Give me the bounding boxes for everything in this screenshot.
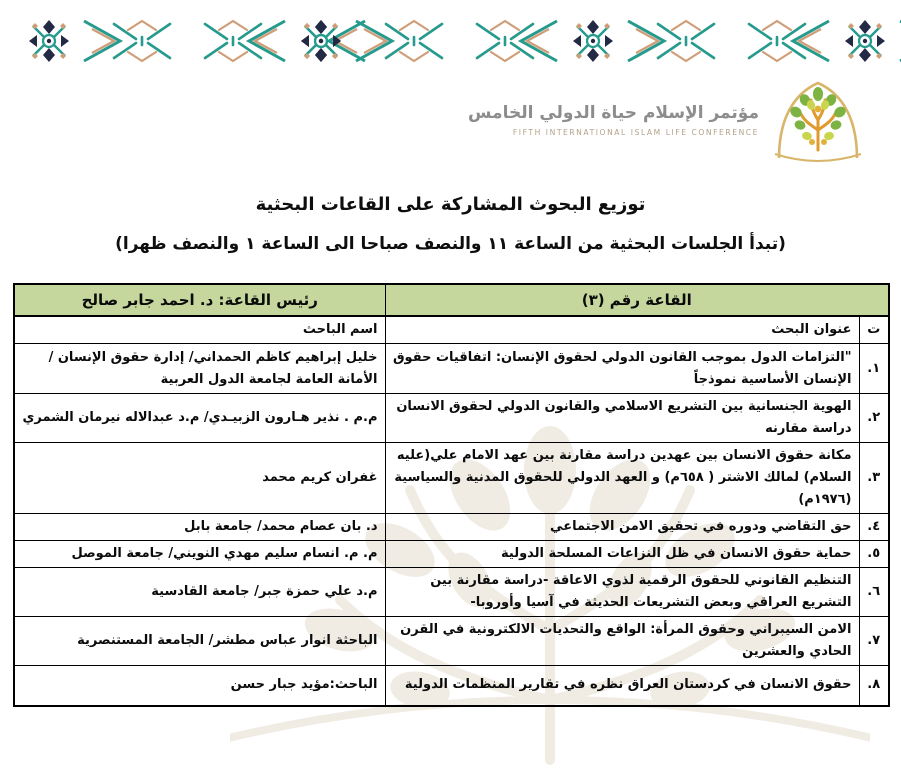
table-header-row — [14, 284, 889, 316]
row-number: ٧. — [859, 617, 889, 666]
research-title: التنظيم القانوني للحقوق الرقمية لذوي الاعاقة -دراسة مقارنة بين التشريع العراقي وبعض التشريعات الحديثة في آسيا وأوروبا- — [385, 568, 859, 617]
row-number: ٣. — [859, 443, 889, 514]
table-row — [14, 666, 889, 706]
research-title: الامن السيبراني وحقوق المرأة: الواقع والتحديات الالكترونية في القرن الحادي والعشرين — [385, 617, 859, 666]
table-row — [14, 443, 889, 514]
logo-title-arabic: مؤتمر الإسلام حياة الدولي الخامس — [468, 103, 759, 124]
researcher-name: م.د علي حمزة جبر/ جامعة القادسية — [14, 568, 385, 617]
logo-text — [468, 103, 759, 136]
page-subtitle: (تبدأ الجلسات البحثية من الساعة ١١ والنصف صباحا الى الساعة ١ والنصف ظهرا) — [115, 234, 786, 254]
table-row — [14, 617, 889, 666]
row-number: ١. — [859, 344, 889, 394]
column-header-researcher-name: اسم الباحث — [14, 316, 385, 344]
research-title: حقوق الانسان في كردستان العراق نظره في تقارير المنظمات الدولية — [385, 666, 859, 706]
research-title: مكانة حقوق الانسان بين عهدين دراسة مقارنة بين عهد الامام علي(عليه السلام) لمالك الاشتر ( ٦٥٨م) و العهد الدولي للحقوق المدنية والسياسية (١٩٧٦م) — [385, 443, 859, 514]
research-title: الهوية الجنسانية بين التشريع الاسلامي والقانون الدولي لحقوق الانسان دراسة مقارنه — [385, 394, 859, 443]
table-row — [14, 344, 889, 394]
researcher-name: خليل إبراهيم كاظم الحمداني/ إدارة حقوق الإنسان / الأمانة العامة لجامعة الدول العربية — [14, 344, 385, 394]
table-row — [14, 568, 889, 617]
row-number: ٥. — [859, 541, 889, 568]
decorative-border-pattern — [0, 10, 901, 72]
row-number: ٤. — [859, 514, 889, 541]
research-title: حماية حقوق الانسان في ظل النزاعات المسلحة الدولية — [385, 541, 859, 568]
researcher-name: الباحث:مؤيد جبار حسن — [14, 666, 385, 706]
research-title: "التزامات الدول بموجب القانون الدولي لحقوق الإنسان: اتفاقيات حقوق الإنسان الأساسية نموذجاً — [385, 344, 859, 394]
hall-chair-header: رئيس القاعة: د. احمد جابر صالح — [14, 284, 385, 316]
hall-number-header: القاعة رقم (٣) — [385, 284, 889, 316]
row-number: ٦. — [859, 568, 889, 617]
research-title: حق التقاضي ودوره في تحقيق الامن الاجتماعي — [385, 514, 859, 541]
researcher-name: م. م. انسام سليم مهدي النويني/ جامعة الموصل — [14, 541, 385, 568]
row-number: ٢. — [859, 394, 889, 443]
column-header-research-title: عنوان البحث — [385, 316, 859, 344]
researcher-name: م.م . نذير هـارون الزبيـدي/ م.د عبدالاله نيرمان الشمري — [14, 394, 385, 443]
researcher-name: د. بان عصام محمد/ جامعة بابل — [14, 514, 385, 541]
research-distribution-table — [13, 283, 890, 707]
researcher-name: غفران كريم محمد — [14, 443, 385, 514]
researcher-name: الباحثة انوار عباس مطشر/ الجامعة المستنصرية — [14, 617, 385, 666]
tree-arch-logo-icon — [769, 78, 867, 162]
page-title: توزيع البحوث المشاركة على القاعات البحثية — [255, 194, 646, 215]
conference-logo — [468, 78, 867, 162]
document-headings — [0, 194, 901, 254]
table-row — [14, 514, 889, 541]
table-row — [14, 541, 889, 568]
row-number: ٨. — [859, 666, 889, 706]
column-header-number: ت — [859, 316, 889, 344]
table-subheader-row — [14, 316, 889, 344]
table-row — [14, 394, 889, 443]
logo-title-english: FIFTH INTERNATIONAL ISLAM LIFE CONFERENCE — [512, 127, 759, 137]
